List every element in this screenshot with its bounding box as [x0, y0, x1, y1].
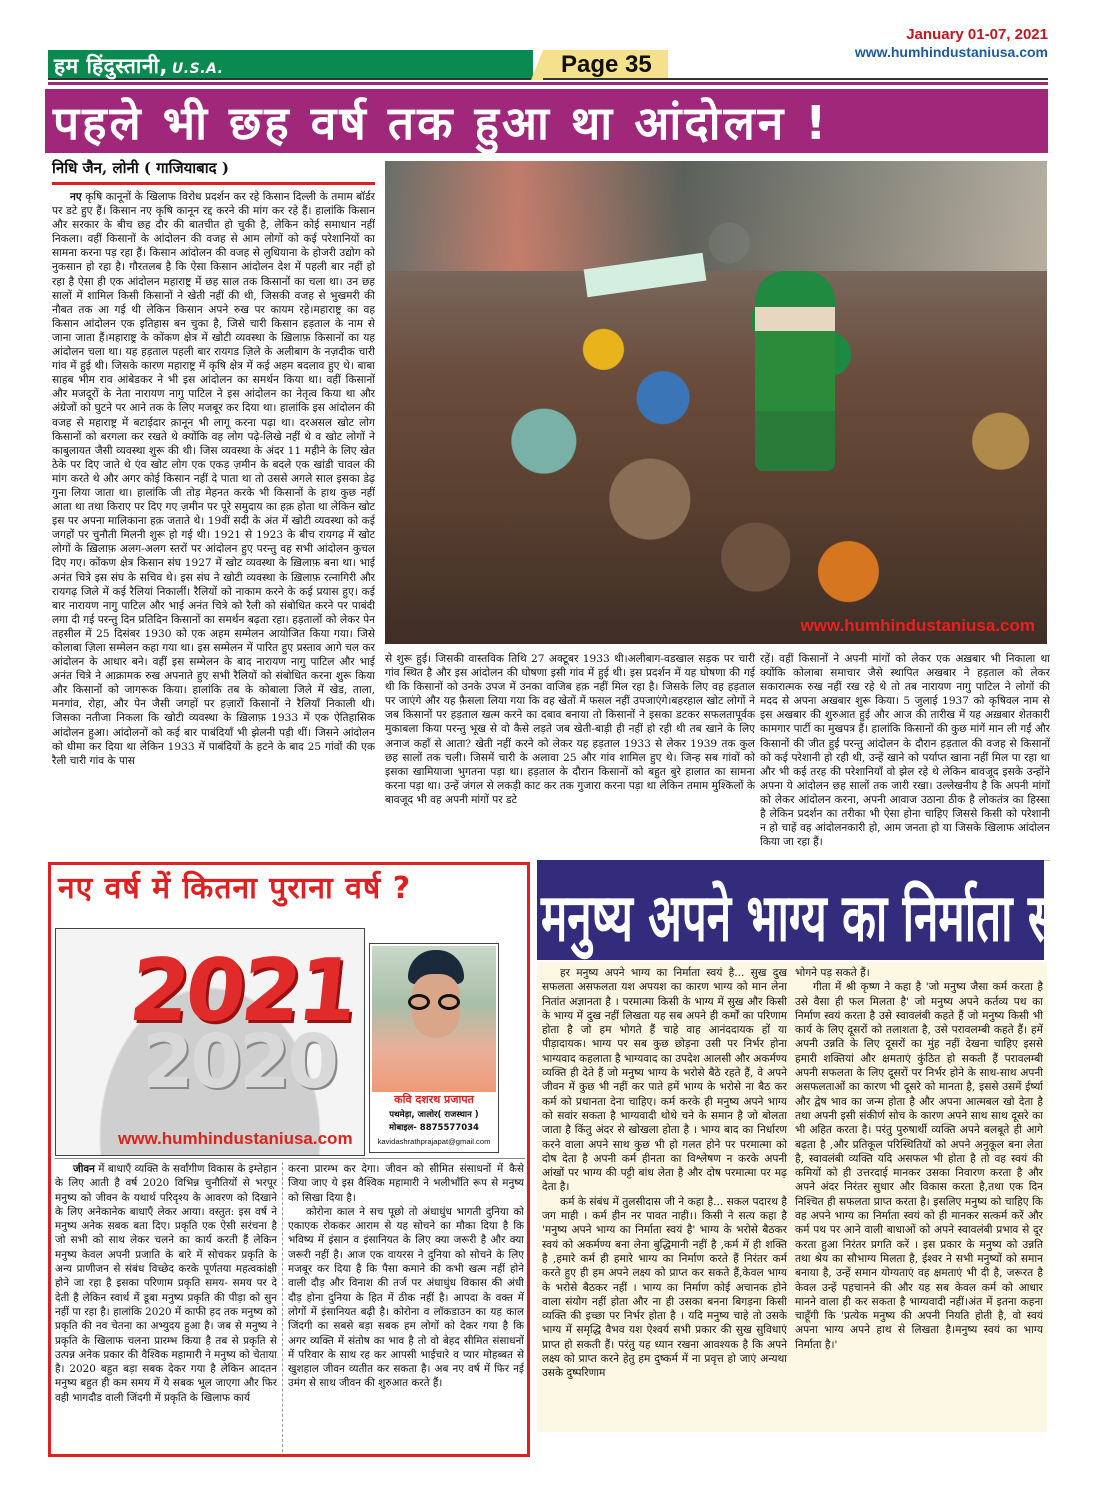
- photo-watermark: www.humhindustaniusa.com: [800, 616, 1035, 635]
- page-number: Page 35: [561, 51, 652, 78]
- article1-byline: निधि जैन, लोनी ( गाजियाबाद ): [52, 159, 229, 177]
- issue-date: January 01-07, 2021: [906, 26, 1048, 43]
- article2-column-separator: [282, 1162, 283, 1452]
- author-place: पथमेड़ा, जालोर( राजस्थान ): [389, 1110, 479, 1120]
- article3-col2-para1: गीता में श्री कृष्ण ने कहा है 'जो मनुष्य जैसा कर्म करता है उसे वैसा ही फल मिलता है' जो मनुष्य अपने कर्तव्य पथ का निर्माण स्वयं करता है उसे स्वावलंबी कहते हैं जो मनुष्य किसी भी कार्य के लिए दूसरों को तलाशता है, उसे परावलम्बी कहते हैं। हमें अपनी उन्नति के लिए दूसरों का मुंह नहीं देखना चाहिए इससे हमारी शक्तियां और क्षमताएं कुंठित हो सकती हैं परावलम्बी अपनी सफलता के लिए दूसरों पर निर्भर होने के साथ-साथ अपनी असफलताओं का कारण भी दूसरे को मानता है, इससे उसमें ईर्ष्या और द्वेष भाव का जन्म होता है और अपना आत्मबल खो देता है तथा अपनी इसी संकीर्ण सोच के कारण अपने साथ साथ दूसरे का भी अहित करता है। परंतु पुरुषार्थी व्यक्ति अपने बलबूते ही आगे बढ़ता है ,और प्रतिकूल परिस्थितियों को अपने अनुकूल बना लेता है, स्वावलंबी व्यक्ति यदि असफल भी होता है तो वह स्वयं की कमियों को ही उत्तरदाई मानकर उसका निवारण करता है और अपने अंदर निरंतर सुधार और विकास करता है,तथा एक दिन निश्चित ही सफलता प्राप्त करता है। इसलिए मनुष्य को चाहिए कि वह अपने भाग्य का निर्माता स्वयं को ही मानकर सत्कर्म करें और कर्म पथ पर आने वाली बाधाओं को अपने स्वावलंबी प्रभाव से दूर करता हुआ निरंतर प्रगति करें । इस प्रकार के मनुष्य को उन्नति तथा श्रेय का सौभाग्य मिलता है, ईश्वर ने सभी मनुष्यों को समान बनाया है, उन्हें समान योग्यताएं वह क्षमताएं भी दी है, जरूरत है केवल उन्हें पहचानने की और यह सब केवल कर्म को आधार मानने वाला ही कर सकता है भाग्यवादी नहीं।अंत में इतना कहना चाहूँगी कि 'प्रत्येक मनुष्य की अपनी नियति होती है, वो स्वयं अपना भाग्य अपने हाथ से लिखता है।मनुष्य स्वयं का भाग्य निर्माता है।': [795, 981, 1043, 1351]
- masthead: [48, 26, 1048, 82]
- article3-col1-para1: हर मनुष्य अपने भाग्य का निर्माता स्वयं है... सुख दुख सफलता असफलता यश अपयश का कारण भाग्य को मान लेना नितांत अज्ञानता है । परमात्मा किसी के भाग्य में सुख और किसी के भाग्य में दुख नहीं लिखता यह सब अपने ही कर्मों का परिणाम होता है जो हम भोगते हैं चाहे वाह आनंददायक हों या पीड़ादायक। भाग्य पर सब कुछ छोड़ना उसी पर निर्भर होना भाग्यवाद कहलाता है भाग्यवाद का उपदेश आलसी और अकर्मण्य व्यक्ति ही देते हैं जो मनुष्य भाग्य के भरोसे बैठे रहते हैं, वे अपने जीवन में कुछ भी नहीं कर पाते हमें भाग्य के भरोसे ना बैठ कर कर्म को प्रधानता देना चाहिए। कर्म करके ही मनुष्य अपने भाग्य को सवांर सकता है भाग्यवादी थोथे चने के समान है जो बोलता जाता है किंतु अंदर से खोखला होता है । भाग्य बाद का निर्धारण करने वाला अपने साथ कुछ भी हो गलत होने पर परमात्मा को दोष देता है अपनी कर्म हीनता का विश्लेषण न करके अपनी आंखों पर भाग्य की पट्टी बांध लेता है और दोष परमात्मा पर मढ़ देता है।: [542, 967, 787, 1194]
- article3-headline-bar: [537, 860, 1095, 960]
- article2-image-divider: [55, 1158, 525, 1159]
- article2-column-2: [288, 1162, 524, 1452]
- article2-headline: नए वर्ष में कितना पुराना वर्ष ?: [58, 871, 412, 906]
- author-name: कवि दशरथ प्रजापत: [394, 1093, 474, 1106]
- article1-col2-text: से शुरू हुई। जिसकी वास्तविक तिथि 27 अक्टूबर 1933 थी।अलीबाग-वडखाल सड़क पर चारी गांव स्थित है और इस आंदोलन की घोषणा इसी गांव में हुई थी। इस प्रदर्शन में यह घोषणा की गई थी कि किसानों को उनके उपज में उनका वाजिब हक़ नहीं मिल रहा है। जिसके लिए वह हड़ताल पर जाएंगे और यह फ़ैसला लिया गया कि वह खेतों में फसल नहीं उपजाएंगे।बहरहाल खोट लोगों ने जब किसानों पर हड़ताल खत्म करने का दबाव बनाया तो किसानों ने इसका डटकर सफलतापूर्वक मुकाबला किया परन्तु भूख से वो कैसे लड़ते जब खेती-बाड़ी ही नहीं हो रही थी तब खाने के लिए अनाज कहाँ से आता? खेती नहीं करने को लेकर यह हड़ताल 1933 से लेकर 1939 तक कुल छह सालों तक चली। जिसमें चारी के अलावा 25 और गांव शामिल हुए थे। जिन्ह सब गांवों को इसका खामियाजा भुगतना पड़ा था। हड़ताल के दौरान किसानों को बहुत बुरे हालात का सामना करना पड़ा था। उन्हें जंगल से लकड़ी काट कर तक गुजारा करना पड़ा था लेकिन तमाम मुश्किलों के बावजूद भी वह अपनी मांगों पर डटे: [385, 653, 755, 806]
- publication-suffix: U.S.A.: [171, 61, 224, 77]
- byline-divider: [52, 182, 375, 185]
- article1-headline-bar: [45, 89, 1048, 153]
- article1-column-2: [385, 652, 755, 857]
- masthead-divider: [48, 82, 1048, 85]
- article2-column-1: [55, 1162, 277, 1452]
- new-year-2021-image: [55, 928, 365, 1156]
- article1-col3-text: रहें। वहीं किसानों ने अपनी मांगों को लेकर एक अख़बार भी निकाला था क्योंकि कोलाबा समाचार जैसे स्थापित अखबार ने हड़ताल को लेकर सकारात्मक रुख नहीं रख रहे थे तो तब नारायण नागु पाटिल ने लोगों की मदद से अपना अखबार शुरू किया। 5 जुलाई 1937 को कृषिवल नाम से इस अखबार की शुरुआत हुई और आज की तारीख में यह अख़बार शेतकारी कामगार पार्टी का मुखपत्र हैं। हालांकि किसानों की कुछ मांगें मान ली गईं और किसानों की जीत हुई परन्तु आंदोलन के दौरान हड़ताल की वजह से किसानों को कई परेशानी हो रही थी, उन्हें खाने को पर्याप्त खाना नहीं मिल पा रहा था और भी कई तरह की परेशानियाँ वो झेल रहे थे लेकिन बावजूद इसके उन्होंने अपना ये आंदोलन छह सालों तक जारी रखा। उल्लेखनीय है कि अपनी मांगों को लेकर आंदोलन करना, अपनी आवाज उठाना ठीक है लोकतंत्र का हिस्सा है लेकिन प्रदर्शन का तरीका भी ऐसा होना चाहिए जिससे किसी को परेशानी न हो चाहें वह आंदोलनकारी हो, आम जनता हो या जिसके खिलाफ आंदोलन किया जा रहा हैं।: [760, 653, 1050, 849]
- farmers-protest-photo: [385, 161, 1047, 644]
- image-watermark: www.humhindustaniusa.com: [118, 1129, 353, 1148]
- article3-headline: मनुष्य अपने भाग्य का निर्माता स्वयं: [541, 880, 1095, 957]
- year-2021-graphic: 2021: [124, 941, 359, 1041]
- article1-headline: पहले भी छह वर्ष तक हुआ था आंदोलन !: [53, 96, 830, 150]
- article3-column-1: [542, 966, 787, 1428]
- article3-col2-para0: भोगने पड़ सकते हैं।: [795, 967, 870, 979]
- photo-tent-background: [385, 161, 1047, 271]
- author-email[interactable]: kavidashrathprajapat@gmail.com: [377, 1137, 491, 1146]
- article2-lead-word: जीवन: [73, 1163, 95, 1175]
- photo-child-figure: [755, 271, 835, 471]
- article1-column-3: [760, 652, 1050, 857]
- page-number-tab: [543, 50, 668, 80]
- article3-column-2: [795, 966, 1043, 1428]
- website-link[interactable]: www.humhindustaniusa.com: [854, 44, 1048, 60]
- masthead-title-bar: [48, 50, 533, 80]
- article2-col2-para1: करना प्रारम्भ कर देगा। जीवन को सीमित संसाधनों में कैसे जिया जाए ये इस वैश्विक महामारी ने भलीभाँति रूप से मनुष्य को सिखा दिया है।: [288, 1163, 524, 1204]
- author-card: [369, 943, 499, 1153]
- article2-col2-para2: कोरोना काल ने सच पूछो तो अंधाधुंध भागती दुनिया को एकाएक रोककर आराम से यह सोचने का मौका दिया है कि भविष्य में इंसान व इंसानियत के लिए क्या जरूरी है और क्या जरूरी नहीं है। आज एक वायरस ने दुनिया को सोचने के लिए मजबूर कर दिया है कि पैसा कमाने की कभी खत्म नहीं होने वाली दौड़ और विनाश की तर्ज पर अंधाधुंध विकास की अंधी दौड़ होना दुनिया के हित में ठीक नहीं है। आपदा के वक्त में लोगों में इंसानियत बढ़ी है। कोरोना व लॉकडाउन का यह काल जिंदगी का सबसे बड़ा सबक हम लोगों को देकर गया है कि अगर व्यक्ति में संतोष का भाव है तो वो बेहद सीमित संसाधनों में परिवार के साथ रह कर आपसी भाईचारे व प्यार मोहब्बत से खुशहाल जीवन व्यतीत कर सकता है। अब नए वर्ष में फिर नई उमंग से साथ जीवन की शुरुआत करते हैं।: [288, 1205, 524, 1390]
- publication-title: [54, 52, 223, 80]
- article3-col1-para2: कर्म के संबंध में तुलसीदास जी ने कहा है... सकल पदारथ है जग माही । कर्म हीन नर पावत नाही।। किसी ने सत्य कहा है 'मनुष्य अपने भाग्य का निर्माता स्वयं है' भाग्य के भरोसे बैठकर स्वयं को अकर्मण्य बना लेना बुद्धिमानी नहीं है ,कर्म में ही शक्ति है ,हमारे कर्म ही हमारे भाग्य का निर्माण करते हैं निरंतर कर्म करते हुए ही हम अपने लक्ष्य को प्राप्त कर सकते हैं,केवल भाग्य के भरोसे बैठकर नहीं । भाग्य का निर्माण कोई अचानक होने वाला संयोग नहीं होता और ना ही उसका बनना बिगड़ना किसी व्यक्ति की इच्छा पर निर्भर होता है । यदि मनुष्य चाहे तो उसके भाग्य में समृद्धि वैभव यश ऐश्वर्य सभी प्रकार की सुख सुविधाएं प्राप्त हो सकती हैं। परंतु यह ध्यान रखना आवश्यक है कि अपने लक्ष्य को प्राप्त करने हेतु हम दुष्कर्म में ना प्रवृत्त हो जाएं अन्यथा उसके दुष्परिणाम: [542, 1195, 787, 1380]
- glasses-icon: [408, 994, 466, 1010]
- article1-col1-text: कृषि कानूनों के खिलाफ विरोध प्रदर्शन कर रहे किसान दिल्ली के तमाम बॉर्डर पर डटे हुए हैं। किसान नए कृषि कानून रद्द करने की मांग कर रहे हैं। हालांकि किसान और सरकार के बीच छह दौर की बातचीत हो चुकी है, लेकिन कोई समाधान नहीं निकला। वहीं किसानों के आंदोलन की वजह से आम लोगों को कई परेशानियों का सामना करना पड़ रहा हैं। किसान आंदोलन की वजह से लुधियाना के होजरी उद्योग को नुकसान हो रहा है। गौरतलब है कि ऐसा किसान आंदोलन देश में पहली बार नहीं हो रहा है ऐसा ही एक आंदोलन महाराष्ट्र में छह साल तक किसानों का चला था। उन छह सालों में शामिल किसी किसानों ने खेती नहीं की थी, जिसकी वजह से भुखमरी की नौबत तक आ गई थी लेकिन किसान अपने रुख पर कायम रहे।महाराष्ट्र का वह किसान आंदोलन एक इतिहास बन चुका है, जिसे चारी किसान हड़ताल के नाम से जाना जाता हैं।महाराष्ट्र के कोंकण क्षेत्र में खोटी व्यवस्था के ख़िलाफ़ किसानों का यह आंदोलन चला था। यह हड़ताल पहली बार रायगड ज़िले के अलीबाग के नज़दीक चारी गांव में हुई थी। जिसके कारण महाराष्ट्र में कृषि क्षेत्र में कई अहम बदलाव हुए थे। बाबा साहब भीम राव आंबेडकर ने भी इस आंदोलन का समर्थन किया था। वहीं किसानों और मजदूरों के नेता नारायण नागु पाटिल ने इस आंदोलन का नेतृत्व किया था और अंग्रेजों को घुटने पर आने तक के लिए मजबूर कर दिया था। हालांकि इस आंदोलन की वजह से महाराष्ट्र में बटाईदार क़ानून भी लागू करना पढ़ा था। दरअसल खोट लोग किसानों को बरगला कर रखते थे क्योंकि वह लोग पढ़े-लिखे नहीं थे व खोट लोगों ने काबुलायत जैसी व्यवस्था शुरू की थी। जिस व्यवस्था के अंदर 11 महीने के लिए खेत ठेके पर दिए जाते थे एंव खोट लोग एक एकड़ ज़मीन के बदले एक खांडी चावल की मांग करते थे और अगर कोई किसान नहीं दे पाता था तो उससे अगले साल इसका डेढ़ गुना लिया जाता था। हालांकि जी तोड़ मेहनत करके भी किसानों के हाथ कुछ नहीं आता था तथा किराए पर दिए गए ज़मीन पर पूरे समुदाय का हक़ होता था लेकिन खोट इस पर अपना मालिकाना हक़ जताते थे। 19वीं सदी के अंत में खोटी व्यवस्था को कई जगहों पर चुनौती मिलनी शुरू हो गई थी। 1921 से 1923 के बीच रायगढ़ में खोट लोगों के ख़िलाफ़ अलग-अलग स्तरों पर आंदोलन हुए परन्तु वह सभी आंदोलन कुचल दिए गए। कोंकण क्षेत्र किसान संघ 1927 में खोट व्यवस्था के ख़िलाफ़ बना था। भाई अनंत चित्रे इस संघ के सचिव थे। इस संघ ने खोटी व्यवस्था के ख़िलाफ़ रत्नागिरी और रायगढ़ जिले में कई रैलियां निकालीं। रैलियों को नाकाम करने के कई प्रयास हुए। कई बार नारायण नागु पाटिल और भाई अनंत चित्रे को रैली को संबोधित करने पर पाबंदी लगा दी गई परन्तु दिन प्रतिदिन किसानों का समर्थन बढ़ता रहा। हड़तालों को लेकर पेन तहसील में 25 दिसंबर 1930 को एक अहम सम्मेलन आयोजित किया गया। जिसे कोलाबा ज़िला सम्मेलन कहा गया था। इस सम्मेलन में पारित हुए प्रस्ताव आगे चल कर आंदोलन के आधार बने। वहीं इस सम्मेलन के बाद नारायण नागु पाटिल और भाई अनंत चित्रे ने आक्रामक रुख अपनाते हुए सभी रैलियों को संबोधित करना शुरू किया और किसानों को जागरूक किया। हालांकि तब के कोबाला जिले में खेड, ताला, मनगांव, रोहा, और पेन जैसी जगहों पर हज़ारों किसानों ने रैलियाँ निकाली थी। जिसका नतीजा निकला कि खोटी व्यवस्था के ख़िलाफ़ 1933 में एक ऐतिहासिक आंदोलन हुआ। आंदोलनों को कई बार पाबंदियाँ भी झेलनी पड़ी थीं। जिसने आंदोलन को धीमा कर दिया था लेकिन 1933 में पाबंदियों के हटने के बाद 25 गांवों की एक रैली चारी गांव के पास: [52, 191, 375, 767]
- publication-name: हम हिंदुस्तानी,: [54, 54, 168, 78]
- article1-lead-word: नए: [70, 191, 82, 203]
- article2-col1-text: में बाधाएँ व्यक्ति के सर्वांगीण विकास के इम्तेहान के लिए आती है वर्ष 2020 विभिन्न चुनौतियों से भरपूर मनुष्य को जीवन के यथार्थ परिदृश्य के आवरण को दिखाने के लिए अनेकानेक बाधाएँ लेकर आया। वस्तुत: इस वर्ष ने मनुष्य अनेक सबक बता दिए। प्रकृति एक ऐसी सरंचना है जो सभी को साथ लेकर चलने का कार्य करती हैं लेकिन मनुष्य केवल अपनी प्रजाति के बारे में सोचकर प्रकृति के अन्य प्राणीजन से संबंध विच्छेद करके पूर्णतया महत्वकांक्षी होने जा रहा है इसका परिणाम प्रकृति समय- समय पर दे देती है लेकिन स्वार्थ में डूबा मनुष्य प्रकृति की पीड़ा को सुन नहीं पा रहा है। हालांकि 2020 में काफी हद तक मनुष्य को प्रकृति की नव चेतना का अभ्युदय हुआ है। जब से मनुष्य ने प्रकृति के खिलाफ चलना प्रारम्भ किया है तब से प्रकृति से उत्पन्न अनेक प्रकार की वैश्विक महामारी ने मनुष्य को चेताया है। 2020 बहुत बड़ा सबक देकर गया है लेकिन आदतन मनुष्य बहुत ही कम समय में ये सबक भूल जाएगा और फिर वही भागदौड वाली जिंदगी में प्रकृति के खिलाफ कार्य: [55, 1163, 277, 1404]
- year-2020-graphic: 2020: [142, 1019, 336, 1105]
- author-photo: [372, 946, 496, 1092]
- author-mobile: मोबाइल- 8875577034: [389, 1123, 479, 1133]
- article1-column-1: [52, 190, 375, 855]
- masthead-rule-right: [668, 78, 1048, 80]
